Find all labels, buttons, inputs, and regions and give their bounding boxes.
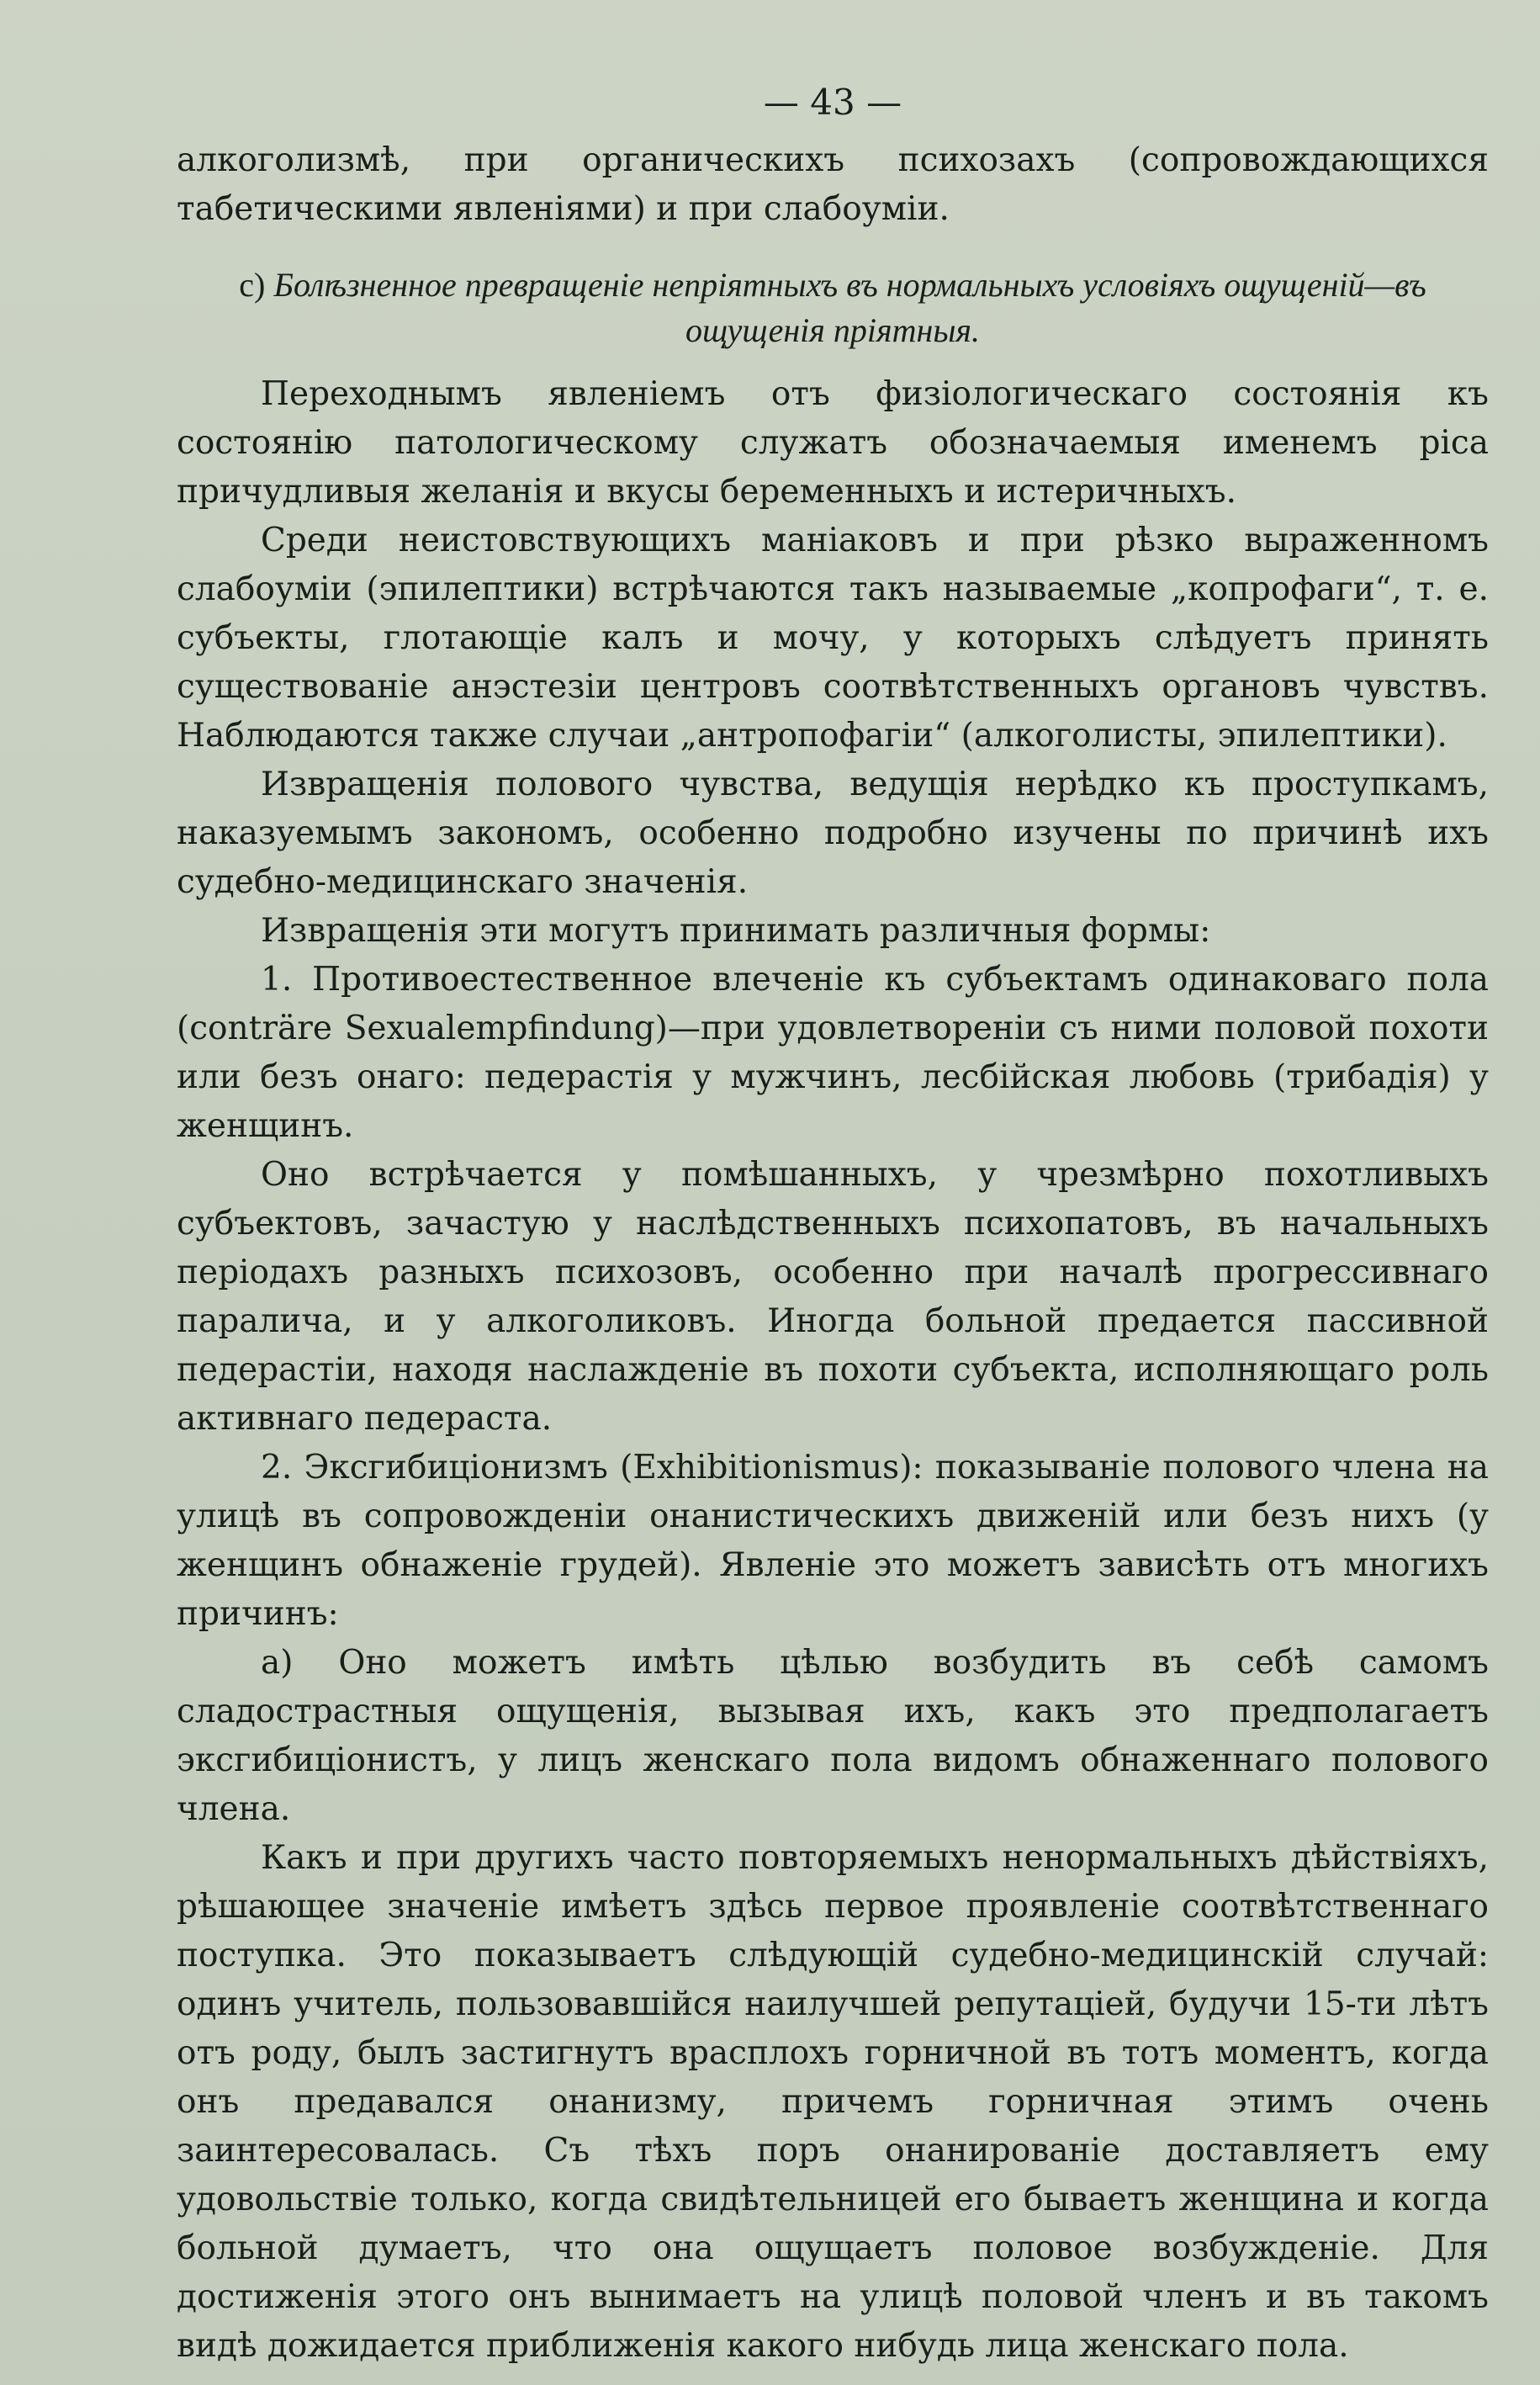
section-heading [177, 262, 1489, 353]
page-number: — 43 — [763, 82, 902, 123]
paragraph-7: 2. Эксгибиціонизмъ (Exhibitionismus): показываніе полового члена на улицѣ въ сопровожденіи онанистическихъ движеній или безъ нихъ (у женщинъ обнаженіе грудей). Явленіе это можетъ зависѣть отъ многихъ причинъ: [177, 1449, 1489, 1633]
section-heading-text: Болѣзненное превращеніе непріятныхъ въ нормальныхъ условіяхъ ощущеній—въ ощущенія пріятныя. [273, 266, 1426, 349]
paragraph-9: Какъ и при другихъ часто повторяемыхъ ненормальныхъ дѣйствіяхъ, рѣшающее значеніе имѣетъ здѣсь первое проявленіе соотвѣтственнаго поступка. Это показываетъ слѣдующій судебно-медицинскій случай: одинъ учитель, пользовавшійся наилучшей репутаціей, будучи 15-ти лѣтъ отъ роду, былъ застигнутъ врасплохъ горничной въ тотъ моментъ, когда онъ предавался онанизму, причемъ горничная этимъ очень заинтересовалась. Съ тѣхъ поръ онанированіе доставляетъ ему удовольствіе только, когда свидѣтельницей его бываетъ женщина и когда больной думаетъ, что она ощущаетъ половое возбужденіе. Для достиженія этого онъ вынимаетъ на улицѣ половой членъ и въ такомъ видѣ дожидается приближенія какого нибудь лица женскаго пола. [177, 1839, 1489, 2365]
page-text [177, 77, 1489, 2371]
paragraph-1: Переходнымъ явленіемъ отъ физіологическаго состоянія къ состоянію патологическому служатъ обозначаемыя именемъ pica причудливыя желанія и вкусы беременныхъ и истеричныхъ. [177, 375, 1489, 511]
paragraph-2: Среди неистовствующихъ маніаковъ и при рѣзко выраженномъ слабоуміи (эпилептики) встрѣчаются такъ называемые „копрофаги“, т. е. субъекты, глотающіе калъ и мочу, у которыхъ слѣдуетъ принять существованіе анэстезіи центровъ соотвѣтственныхъ органовъ чувствъ. Наблюдаются также случаи „антропофагіи“ (алкоголисты, эпилептики). [177, 522, 1489, 755]
paragraph-continuation: алкоголизмѣ, при органическихъ психозахъ (сопровождающихся табетическими явленіями) и при слабоуміи. [177, 141, 1489, 228]
paragraph-6: Оно встрѣчается у помѣшанныхъ, у чрезмѣрно похотливыхъ субъектовъ, зачастую у наслѣдственныхъ психопатовъ, въ начальныхъ періодахъ разныхъ психозовъ, особенно при началѣ прогрессивнаго паралича, и у алкоголиковъ. Иногда больной предается пассивной педерастіи, находя наслажденіе въ похоти субъекта, исполняющаго роль активнаго педераста. [177, 1156, 1489, 1438]
paragraph-4: Извращенія эти могутъ принимать различныя формы: [261, 912, 1211, 950]
paragraph-5: 1. Противоестественное влеченіе къ субъектамъ одинаковаго пола (conträre Sexualempfindung)—при удовлетвореніи съ ними половой похоти или безъ онаго: педерастія у мужчинъ, лесбійская любовь (трибадія) у женщинъ. [177, 961, 1489, 1145]
paragraph-8: a) Оно можетъ имѣть цѣлью возбудить въ себѣ самомъ сладострастныя ощущенія, вызывая ихъ, какъ это предполагаетъ эксгибиціонистъ, у лицъ женскаго пола видомъ обнаженнаго полового члена. [177, 1644, 1489, 1828]
section-label: c) [239, 266, 266, 304]
paragraph-3: Извращенія полового чувства, ведущія нерѣдко къ проступкамъ, наказуемымъ закономъ, особенно подробно изучены по причинѣ ихъ судебно-медицинскаго значенія. [177, 766, 1489, 901]
